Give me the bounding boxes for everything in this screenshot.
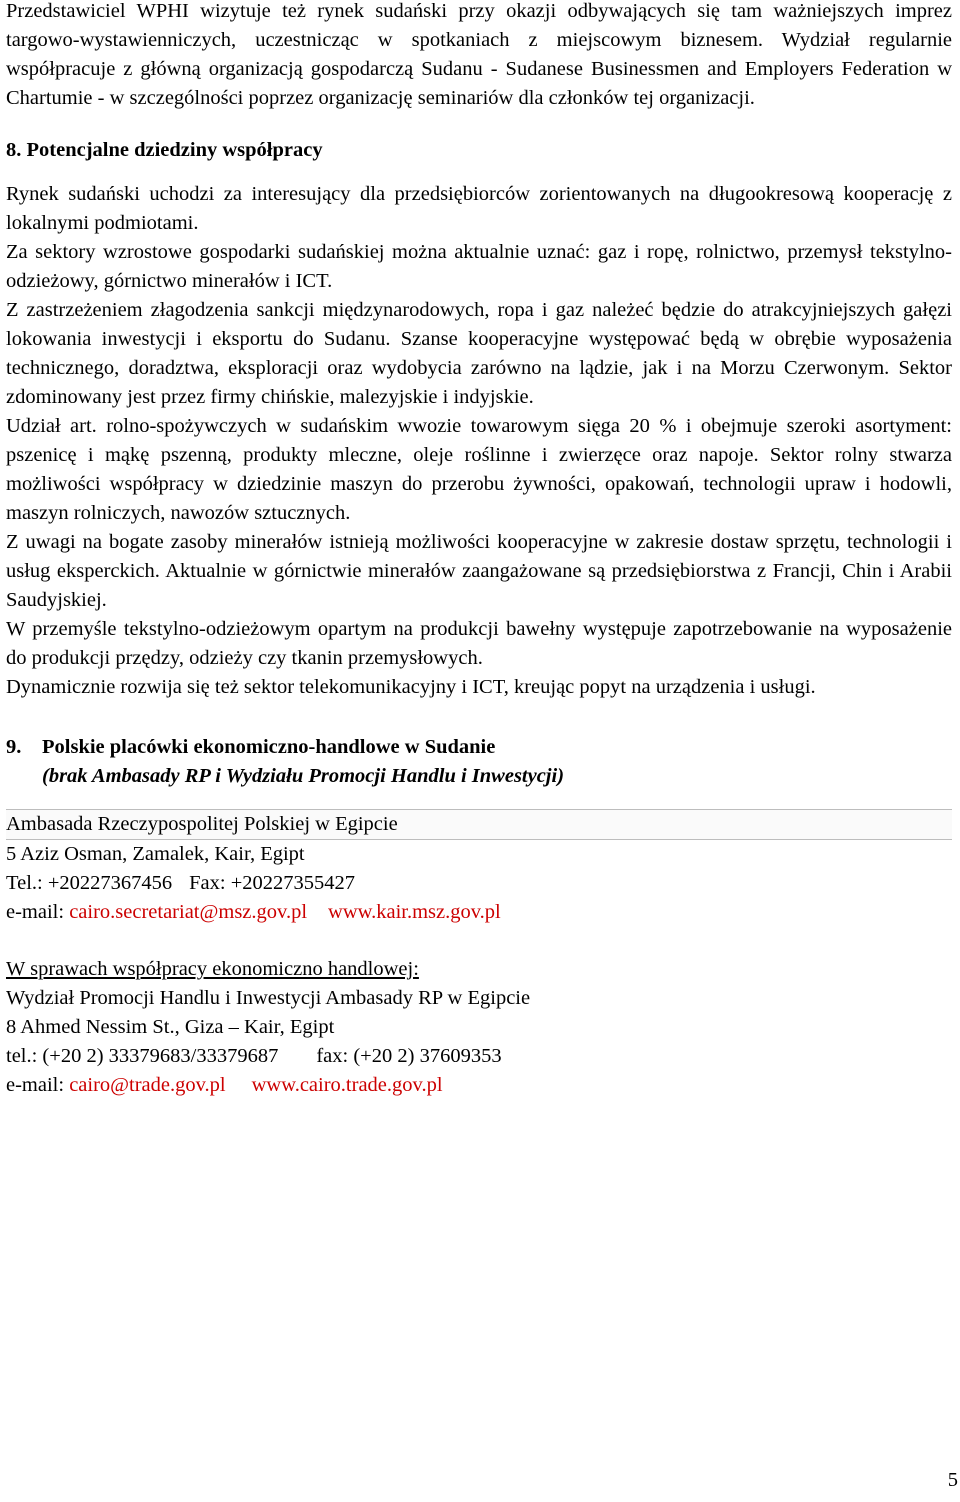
trade-office-phone-fax (6, 1042, 952, 1071)
embassy-email-link[interactable]: cairo.secretariat@msz.gov.pl (69, 901, 308, 923)
page-number: 5 (947, 1469, 958, 1491)
embassy-fax: Fax: +20227355427 (189, 872, 356, 894)
trade-office-name: Wydział Promocji Handlu i Inwestycji Ambasady RP w Egipcie (6, 987, 531, 1009)
email-label: e-mail: (6, 901, 70, 923)
trade-office-www-link[interactable]: www.cairo.trade.gov.pl (251, 1074, 443, 1096)
embassy-name: Ambasada Rzeczypospolitej Polskiej w Egipcie (6, 809, 952, 840)
section-9-heading (6, 733, 952, 762)
section-8-paragraph: Dynamicznie rozwija się też sektor telekomunikacyjny i ICT, kreując popyt na urządzenia i usługi. (6, 676, 816, 698)
section-9-number: 9. (6, 736, 22, 758)
section-8-paragraph: Z zastrzeżeniem złagodzenia sankcji międzynarodowych, ropa i gaz należeć będzie do atrakcyjniejszych gałęzi lokowania inwestycji i eksportu do Sudanu. Szanse kooperacyjne występować będą w obrębie wyposażenia technicznego, doradztwa, eksploracji oraz wydobycia zarówno na lądzie, jak i na Morzu Czerwonym. Sektor zdominowany jest przez firmy chińskie, malezyjskie i indyjskie. (6, 299, 952, 408)
section-8-intro: Rynek sudański uchodzi za interesujący dla przedsiębiorców zorientowanych na długookresową kooperację z lokalnymi podmiotami. (6, 183, 952, 234)
email-label: e-mail: (6, 1074, 70, 1096)
embassy-contact (6, 898, 952, 927)
document-page (6, 0, 952, 1100)
trade-office-caption: W sprawach współpracy ekonomiczno handlowej: (6, 958, 419, 980)
trade-office-fax: fax: (+20 2) 37609353 (316, 1045, 502, 1067)
trade-office-contact (6, 1071, 952, 1100)
section-8-paragraph: Za sektory wzrostowe gospodarki sudańskiej można aktualnie uznać: gaz i ropę, rolnictwo, przemysł tekstylno-odzieżowy, górnictwo minerałów i ICT. (6, 241, 952, 292)
section-9-title: Polskie placówki ekonomiczno-handlowe w Sudanie (42, 736, 496, 758)
embassy-tel: Tel.: +20227367456 (6, 872, 173, 894)
trade-office-email-link[interactable]: cairo@trade.gov.pl (69, 1074, 226, 1096)
embassy-www-link[interactable]: www.kair.msz.gov.pl (328, 901, 501, 923)
section-9-note: (brak Ambasady RP i Wydziału Promocji Handlu i Inwestycji) (42, 765, 565, 787)
paragraph-intro: Przedstawiciel WPHI wizytuje też rynek sudański przy okazji odbywających się tam ważniejszych imprez targowo-wystawienniczych, uczestnicząc w spotkaniach z miejscowym biznesem. Wydział regularnie współpracuje z główną organizacją gospodarczą Sudanu - Sudanese Businessmen and Employers Federation w Chartumie - w szczególności poprzez organizację seminariów dla członków tej organizacji. (6, 0, 952, 109)
embassy-phone-fax (6, 869, 952, 898)
embassy-address: 5 Aziz Osman, Zamalek, Kair, Egipt (6, 843, 305, 865)
section-8-paragraph: W przemyśle tekstylno-odzieżowym opartym na produkcji bawełny występuje zapotrzebowanie na wyposażenie do produkcji przędzy, odzieży czy tkanin przemysłowych. (6, 618, 952, 669)
section-8-heading: 8. Potencjalne dziedziny współpracy (6, 139, 323, 161)
section-8-paragraph: Z uwagi na bogate zasoby minerałów istnieją możliwości kooperacyjne w zakresie dostaw sprzętu, technologii i usług eksperckich. Aktualnie w górnictwie minerałów zaangażowane są przedsiębiorstwa z Francji, Chin i Arabii Saudyjskiej. (6, 531, 952, 611)
section-8-paragraph: Udział art. rolno-spożywczych w sudańskim wwozie towarowym sięga 20 % i obejmuje szeroki asortyment: pszenicę i mąkę pszenną, produkty mleczne, oleje roślinne i zwierzęce oraz napoje. Sektor rolny stwarza możliwości współpracy w dziedzinie maszyn do przerobu żywności, opakowań, technologii upraw i hodowli, maszyn rolniczych, nawozów sztucznych. (6, 415, 952, 524)
trade-office-tel: tel.: (+20 2) 33379683/33379687 (6, 1045, 279, 1067)
spacer (6, 927, 952, 955)
trade-office-address: 8 Ahmed Nessim St., Giza – Kair, Egipt (6, 1016, 335, 1038)
spacer (6, 165, 952, 180)
